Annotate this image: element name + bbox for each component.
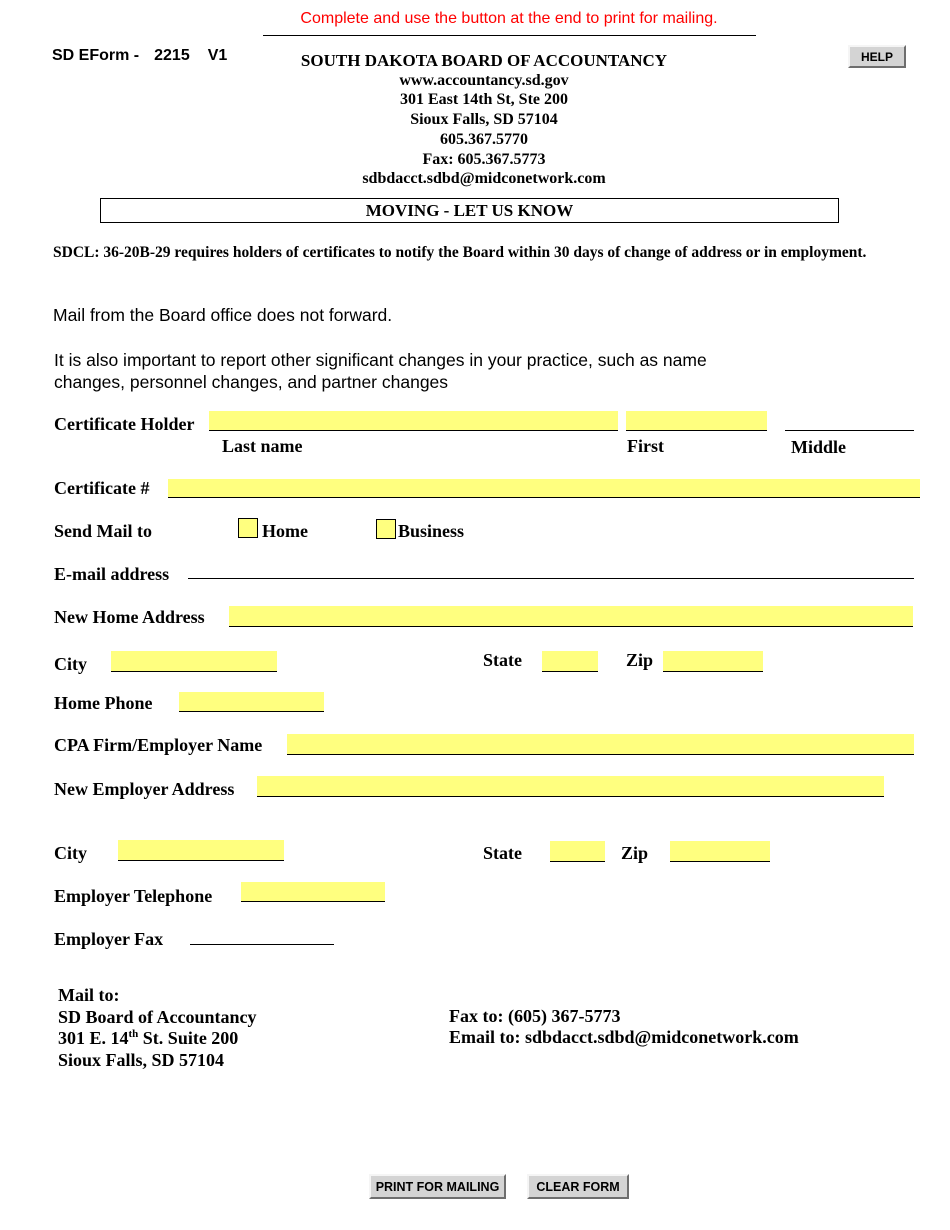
last-name-caption: Last name — [222, 436, 303, 456]
firm-name-input[interactable] — [287, 734, 914, 755]
first-name-input[interactable] — [626, 411, 767, 431]
board-fax: Fax: 605.367.5773 — [422, 150, 546, 168]
middle-name-caption: Middle — [791, 437, 847, 457]
mail-to-heading: Mail to: — [58, 985, 120, 1005]
employer-fax-label: Employer Fax — [54, 929, 164, 949]
board-website: www.accountancy.sd.gov — [399, 71, 569, 89]
home-city-input[interactable] — [111, 651, 277, 672]
employer-telephone-input[interactable] — [241, 882, 385, 902]
print-for-mailing-button[interactable]: PRINT FOR MAILING — [369, 1174, 506, 1199]
business-checkbox[interactable] — [376, 519, 396, 539]
fax-to: Fax to: (605) 367-5773 — [449, 1006, 621, 1026]
email-to: Email to: sdbdacct.sdbd@midconetwork.com — [449, 1027, 799, 1047]
home-zip-input[interactable] — [663, 651, 763, 672]
new-employer-address-input[interactable] — [257, 776, 884, 797]
statute-text: SDCL: 36-20B-29 requires holders of certificates to notify the Board within 30 days of change of address or in employment. — [53, 244, 867, 261]
business-option-label: Business — [398, 521, 465, 541]
home-phone-label: Home Phone — [54, 693, 153, 713]
mail-to-street: 301 E. 14th St. Suite 200 — [58, 1028, 239, 1048]
mail-to-city: Sioux Falls, SD 57104 — [58, 1049, 225, 1070]
home-state-label: State — [483, 650, 522, 670]
board-header — [234, 51, 734, 189]
employer-zip-label: Zip — [621, 843, 649, 863]
first-name-caption: First — [627, 436, 664, 456]
new-home-address-input[interactable] — [229, 606, 913, 627]
form-id-number: 2215 — [154, 47, 190, 64]
board-phone: 605.367.5770 — [440, 130, 528, 148]
employer-city-input[interactable] — [118, 840, 284, 861]
last-name-input[interactable] — [209, 411, 618, 431]
board-name: SOUTH DAKOTA BOARD OF ACCOUNTANCY — [300, 51, 668, 70]
certificate-number-input[interactable] — [168, 479, 920, 498]
form-title: MOVING - LET US KNOW — [100, 198, 839, 223]
home-state-input[interactable] — [542, 651, 598, 672]
clear-form-button[interactable]: CLEAR FORM — [527, 1174, 629, 1199]
form-id — [52, 47, 227, 65]
middle-name-input[interactable] — [785, 411, 914, 431]
form-id-version: V1 — [207, 47, 228, 64]
forward-note: Mail from the Board office does not forward. — [53, 305, 393, 325]
certificate-holder-label: Certificate Holder — [54, 414, 195, 434]
email-label: E-mail address — [54, 564, 170, 584]
mail-to-block — [58, 985, 257, 1071]
new-employer-address-label: New Employer Address — [54, 779, 235, 799]
email-input[interactable] — [188, 560, 914, 579]
home-phone-input[interactable] — [179, 692, 324, 712]
mail-to-name: SD Board of Accountancy — [58, 1006, 257, 1027]
board-city: Sioux Falls, SD 57104 — [410, 111, 558, 129]
home-city-label: City — [54, 654, 87, 674]
home-option-label: Home — [262, 521, 308, 541]
print-notice: Complete and use the button at the end to print for mailing. — [300, 10, 718, 27]
board-email: sdbdacct.sdbd@midconetwork.com — [362, 170, 606, 188]
notice-rule — [263, 35, 756, 36]
firm-name-label: CPA Firm/Employer Name — [54, 735, 263, 755]
employer-state-label: State — [483, 843, 522, 863]
help-button[interactable]: HELP — [848, 45, 906, 68]
employer-fax-input[interactable] — [190, 925, 334, 945]
employer-state-input[interactable] — [550, 841, 605, 862]
employer-telephone-label: Employer Telephone — [54, 886, 213, 906]
home-checkbox[interactable] — [238, 518, 258, 538]
new-home-address-label: New Home Address — [54, 607, 205, 627]
home-zip-label: Zip — [626, 650, 654, 670]
board-street: 301 East 14th St, Ste 200 — [399, 91, 568, 109]
employer-zip-input[interactable] — [670, 841, 770, 862]
certificate-number-label: Certificate # — [54, 478, 150, 498]
form-id-prefix: SD EForm - — [52, 47, 140, 64]
important-note: It is also important to report other significant changes in your practice, such as name changes, personnel changes, and partner changes — [54, 350, 707, 392]
employer-city-label: City — [54, 843, 87, 863]
send-mail-to-label: Send Mail to — [54, 521, 153, 541]
